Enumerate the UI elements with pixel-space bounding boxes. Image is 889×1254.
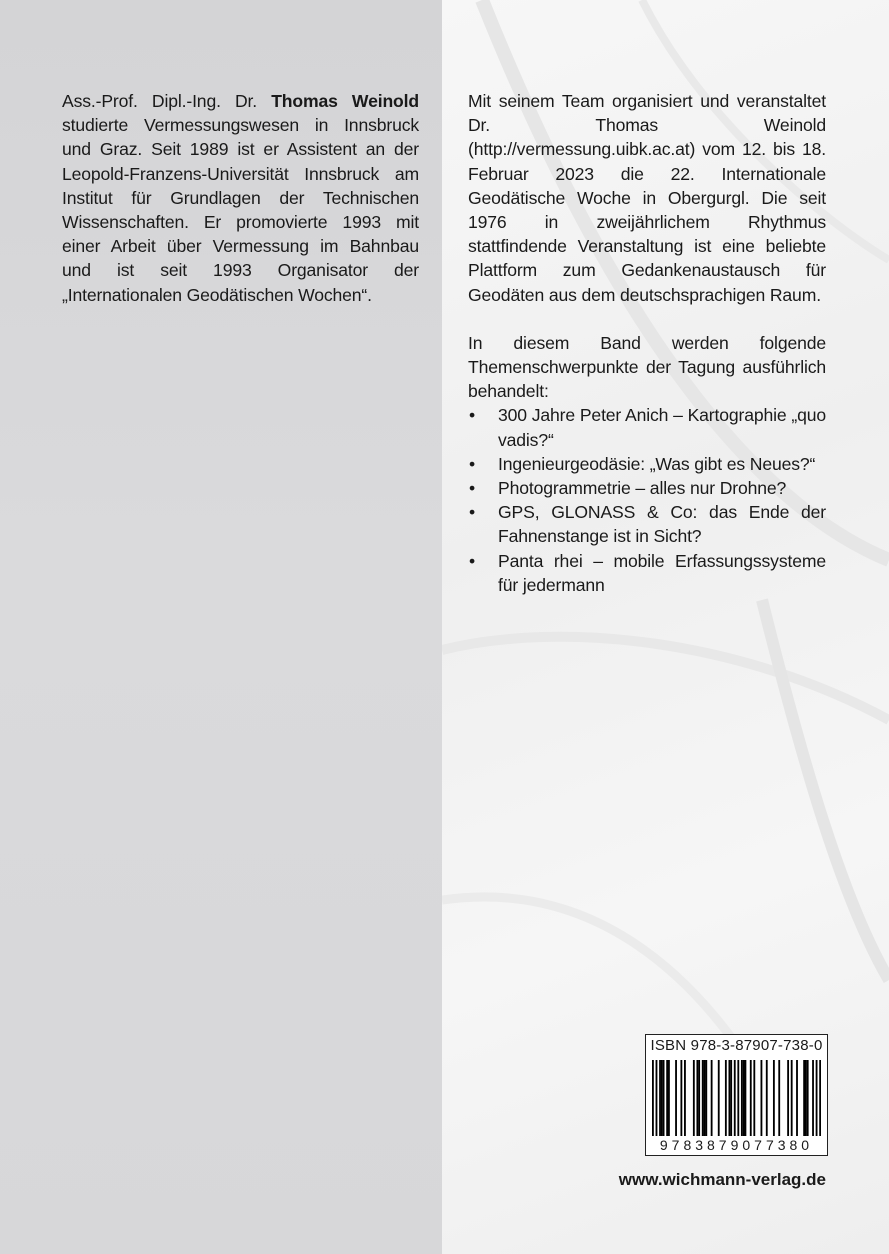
barcode-bar xyxy=(718,1060,720,1136)
bullet-icon: • xyxy=(469,453,476,474)
barcode-bar xyxy=(766,1060,768,1136)
author-name: Thomas Weinold xyxy=(271,91,419,111)
barcode-bar xyxy=(787,1060,789,1136)
barcode-bar xyxy=(812,1060,814,1136)
barcode-bar xyxy=(659,1060,661,1136)
barcode-bar xyxy=(743,1060,745,1136)
bullet-icon: • xyxy=(469,405,476,426)
list-item xyxy=(468,452,826,476)
barcode-bar xyxy=(693,1060,695,1136)
barcode-bar xyxy=(737,1060,739,1136)
barcode-bar xyxy=(725,1060,727,1136)
topics-list xyxy=(468,403,826,597)
bio-body: studierte Vermessungswesen in Innsbruck und Graz. Seit 1989 ist er Assistent an der Leopold-Franzens-Universität Innsbruck am Institut für Grundlagen der Technischen Wissenschaften. Er promovierte 1993 mit einer Arbeit über Vermessung im Bahnbau und ist seit 1993 Organisator der „Internationalen Geodätischen Wochen“. xyxy=(62,115,419,305)
barcode-bar xyxy=(750,1060,752,1136)
barcode-bar xyxy=(663,1060,665,1136)
description-paragraph-1: Mit seinem Team organisiert und veranstaltet Dr. Thomas Weinold (http://vermessung.uibk.ac.at) vom 12. bis 18. Februar 2023 die 22. Internationale Geodätische Woche in Obergurgl. Die seit 1976 in zweijährlichem Rhythmus stattfindende Veranstaltung ist eine beliebte Plattform zum Gedankenaustausch für Geodäten aus dem deutschsprachigen Raum. xyxy=(468,91,826,305)
barcode-bar xyxy=(661,1060,663,1136)
author-bio-text xyxy=(62,89,419,307)
barcode-bar xyxy=(761,1060,763,1136)
book-description xyxy=(468,89,826,597)
isbn-label: ISBN 978-3-87907-738-0 xyxy=(650,1037,823,1054)
barcode-bar xyxy=(696,1060,698,1136)
description-paragraph-2: In diesem Band werden folgende Themenschwerpunkte der Tagung ausführlich behandelt: xyxy=(468,332,826,402)
author-bio xyxy=(62,89,419,307)
topic-text: 300 Jahre Peter Anich – Kartographie „quo vadis?“ xyxy=(498,405,826,450)
barcode-digits: 9783879077380 xyxy=(659,1137,814,1153)
bio-intro: Ass.-Prof. Dipl.-Ing. Dr. xyxy=(62,91,272,111)
barcode-bar xyxy=(803,1060,805,1136)
barcode-bar xyxy=(666,1060,668,1136)
barcode-image xyxy=(652,1060,821,1136)
topic-text: Ingenieurgeodäsie: „Was gibt es Neues?“ xyxy=(498,453,816,474)
barcode-bar xyxy=(791,1060,793,1136)
barcode-bar xyxy=(796,1060,798,1136)
barcode-bar xyxy=(675,1060,677,1136)
barcode-bar xyxy=(702,1060,704,1136)
list-item xyxy=(468,500,826,548)
barcode-bar xyxy=(652,1060,654,1136)
barcode-bar xyxy=(705,1060,707,1136)
list-item xyxy=(468,476,826,500)
barcode-bar xyxy=(704,1060,706,1136)
bullet-icon: • xyxy=(469,502,476,523)
list-item xyxy=(468,403,826,451)
barcode-bar xyxy=(668,1060,670,1136)
topic-text: Photogrammetrie – alles nur Drohne? xyxy=(498,478,787,499)
isbn-barcode-block xyxy=(645,1034,828,1156)
barcode-bar xyxy=(753,1060,755,1136)
barcode-bar xyxy=(730,1060,732,1136)
barcode-bar xyxy=(734,1060,736,1136)
barcode-bar xyxy=(698,1060,700,1136)
topic-text: Panta rhei – mobile Erfassungssysteme für jedermann xyxy=(498,550,826,595)
barcode-bar xyxy=(816,1060,818,1136)
bullet-icon: • xyxy=(469,478,476,499)
topic-text: GPS, GLONASS & Co: das Ende der Fahnenstange ist in Sicht? xyxy=(498,502,826,547)
barcode-bar xyxy=(728,1060,730,1136)
barcode-bar xyxy=(656,1060,658,1136)
barcode-bar xyxy=(741,1060,743,1136)
bullet-icon: • xyxy=(469,550,476,571)
barcode-bar xyxy=(711,1060,713,1136)
barcode-bar xyxy=(807,1060,809,1136)
barcode-bar xyxy=(773,1060,775,1136)
barcode-bar xyxy=(684,1060,686,1136)
list-item xyxy=(468,549,826,597)
barcode-bar xyxy=(745,1060,747,1136)
barcode-bar xyxy=(680,1060,682,1136)
publisher-website: www.wichmann-verlag.de xyxy=(618,1170,826,1189)
barcode-bar xyxy=(778,1060,780,1136)
barcode-bar xyxy=(819,1060,821,1136)
barcode-bar xyxy=(805,1060,807,1136)
